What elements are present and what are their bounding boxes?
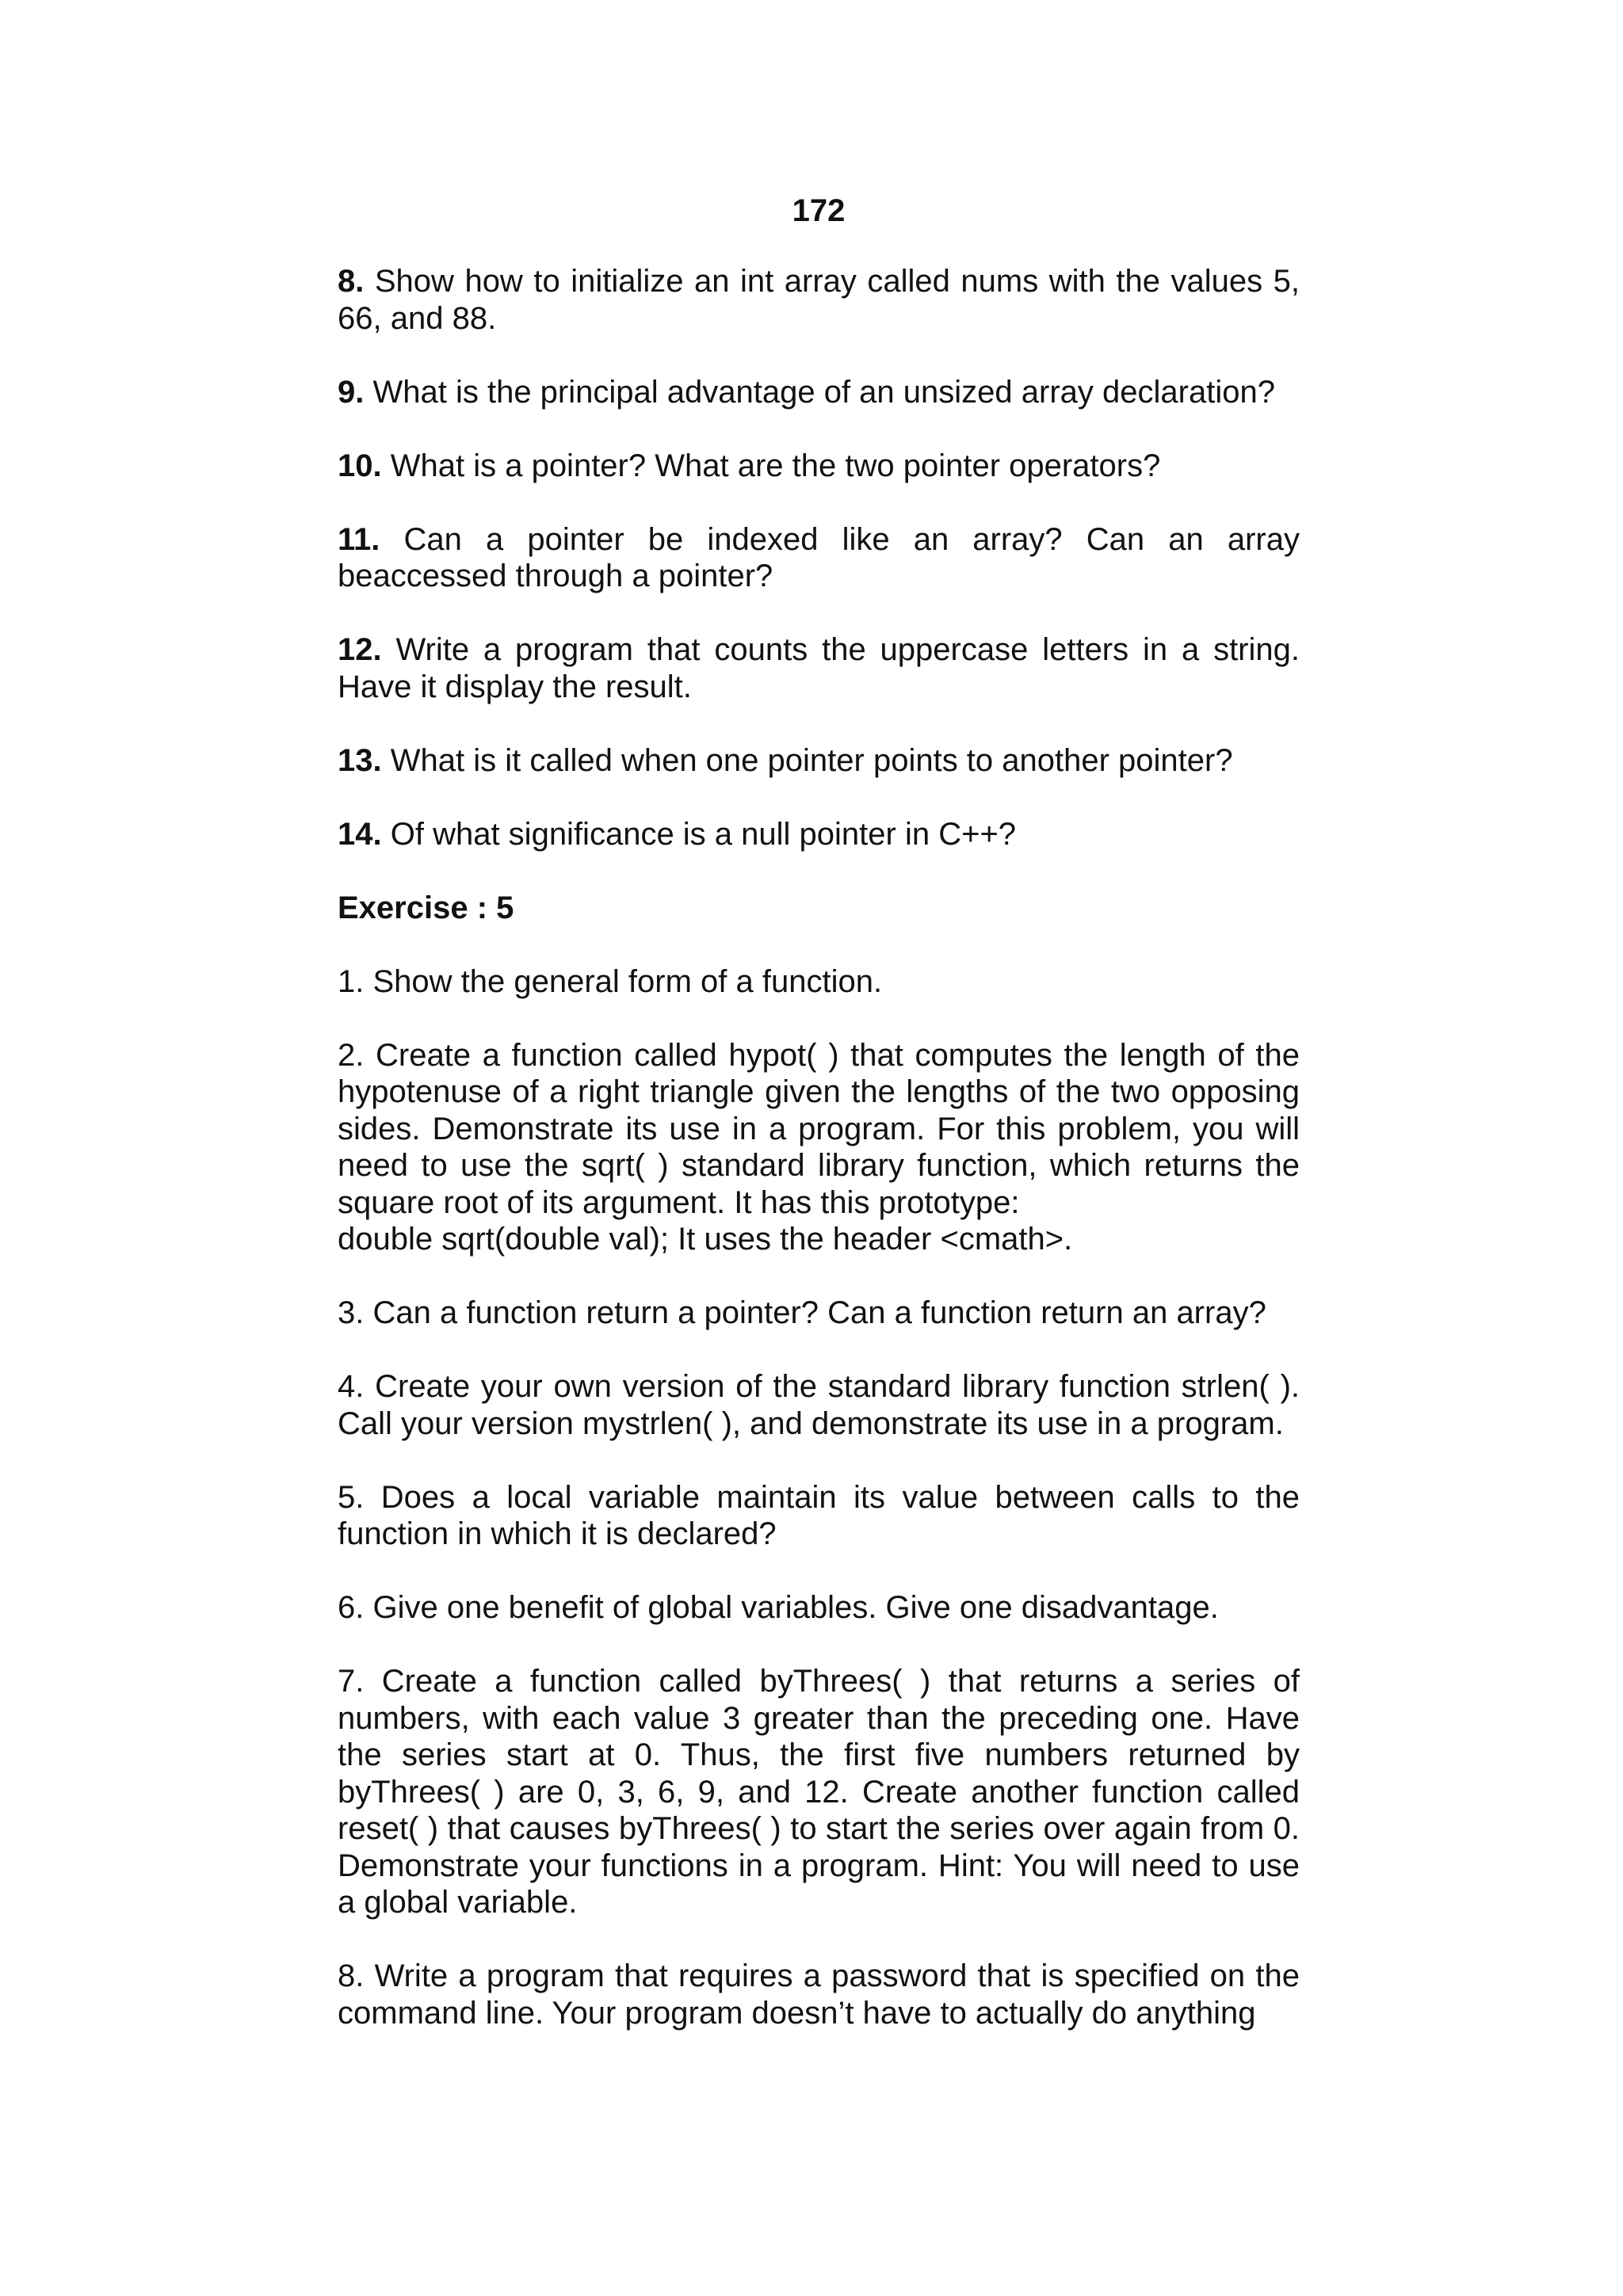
exercise-question-4: 4. Create your own version of the standard library function strlen( ). Call your version mystrlen( ), and demonstrate its use in a program. <box>338 1369 1300 1441</box>
exercise-question-7: 7. Create a function called byThrees( ) that returns a series of numbers, with each value 3 greater than the preceding one. Have the series start at 0. Thus, the first five numbers returned by byThrees( ) are 0, 3, 6, 9, and 12. Create another function called reset( ) that causes byThrees( ) to start the series over again from 0. Demonstrate your functions in a program. Hint: You will need to use a global variable. <box>338 1664 1300 1920</box>
question-text: What is a pointer? What are the two pointer operators? <box>390 448 1161 483</box>
page-number: 172 <box>792 193 846 228</box>
exercise-question-5: 5. Does a local variable maintain its value between calls to the function in which it is declared? <box>338 1479 1300 1551</box>
question-14 <box>338 816 1300 853</box>
function-prototype: double sqrt(double val); It uses the header <cmath>. <box>338 1222 1073 1257</box>
exercise-question-2 <box>338 1037 1300 1258</box>
question-number: 14. <box>338 816 382 852</box>
question-number: 13. <box>338 742 382 778</box>
question-text: What is it called when one pointer points to another pointer? <box>390 742 1233 778</box>
exercise-heading: Exercise : 5 <box>338 890 514 925</box>
question-13 <box>338 742 1300 780</box>
question-text: Write a program that counts the uppercase letters in a string. Have it display the result. <box>338 632 1300 704</box>
question-text: Of what significance is a null pointer in C++? <box>390 816 1017 852</box>
exercise-question-8: 8. Write a program that requires a password that is specified on the command line. Your program doesn’t have to actually do anything <box>338 1958 1300 2031</box>
question-9 <box>338 374 1300 411</box>
question-10 <box>338 448 1300 485</box>
question-number: 8. <box>338 264 365 299</box>
question-text: Can a pointer be indexed like an array? Can an array beaccessed through a pointer? <box>338 521 1300 593</box>
question-number: 10. <box>338 448 382 483</box>
question-12 <box>338 631 1300 705</box>
question-11 <box>338 521 1300 595</box>
exercise-question-1: 1. Show the general form of a function. <box>338 963 883 999</box>
exercise-question-3: 3. Can a function return a pointer? Can a function return an array? <box>338 1295 1266 1330</box>
question-text: What is the principal advantage of an unsized array declaration? <box>372 374 1275 410</box>
document-page <box>338 189 1300 2031</box>
exercise-question-2-text: 2. Create a function called hypot( ) that computes the length of the hypotenuse of a right triangle given the lengths of the two opposing sides. Demonstrate its use in a program. For this problem, you will need to use the sqrt( ) standard library function, which returns the square root of its argument. It has this prototype: <box>338 1037 1300 1220</box>
question-number: 12. <box>338 632 382 667</box>
question-text: Show how to initialize an int array called nums with the values 5, 66, and 88. <box>338 264 1300 336</box>
question-number: 11. <box>338 521 380 557</box>
question-number: 9. <box>338 374 365 410</box>
question-8 <box>338 263 1300 337</box>
exercise-question-6: 6. Give one benefit of global variables. Give one disadvantage. <box>338 1590 1219 1625</box>
